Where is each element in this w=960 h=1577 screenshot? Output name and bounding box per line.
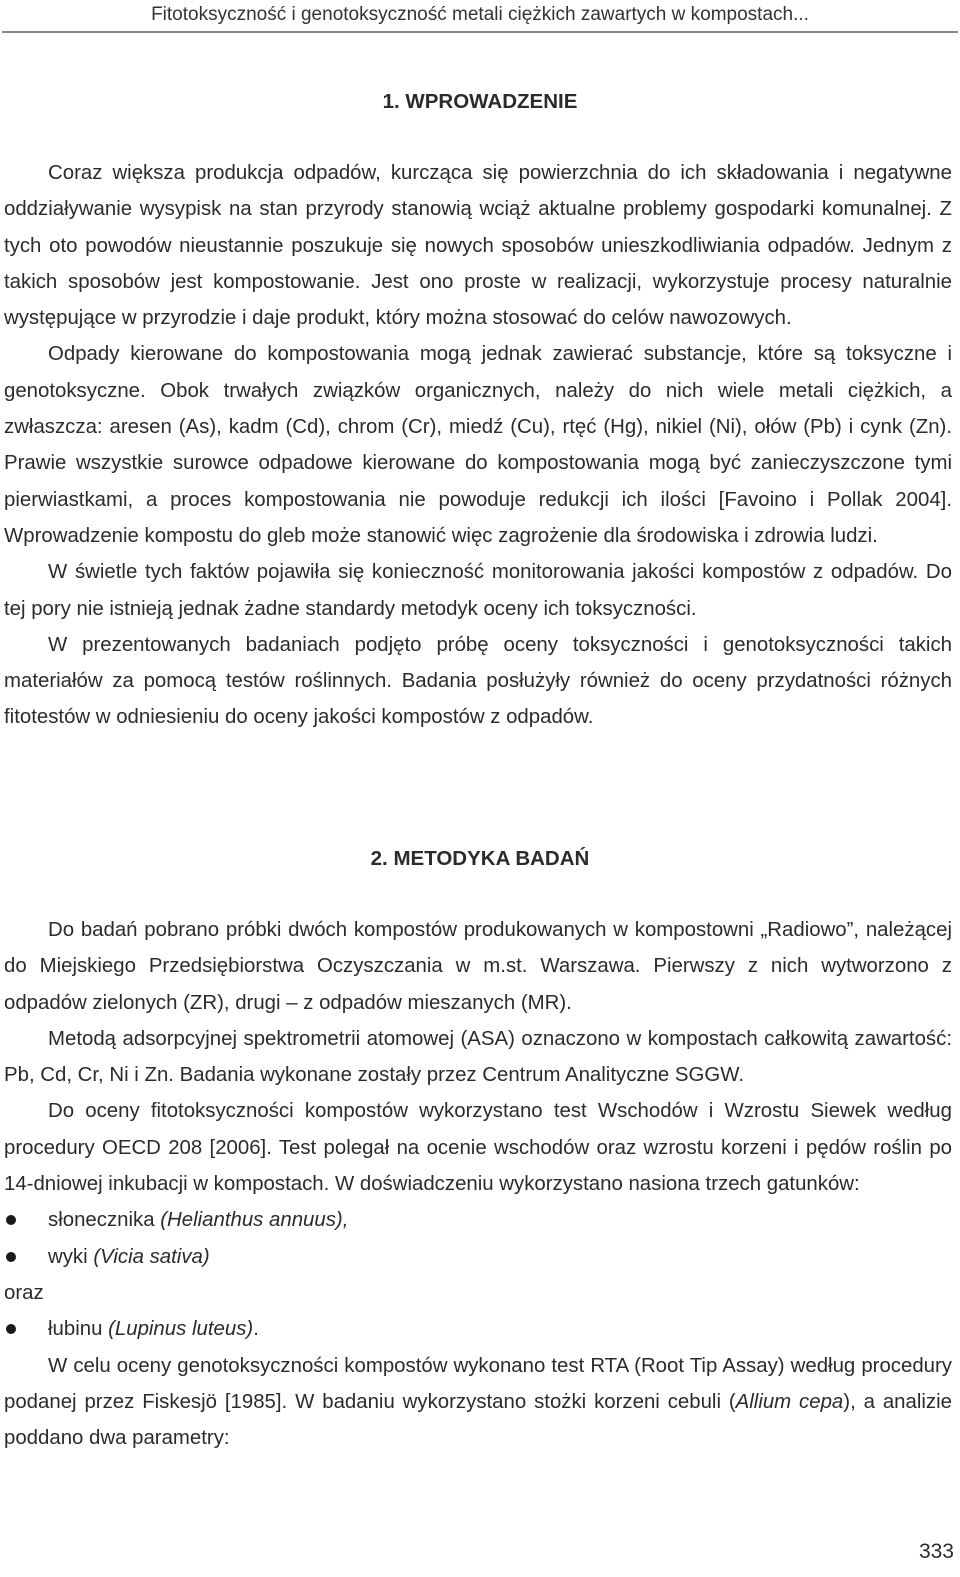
paragraph: Coraz większa produkcja odpadów, kurcząca się powierzchnia do ich składowania i negatywne oddziaływanie wysypisk na stan przyrody stanowią wciąż aktualne problemy gospodarki komunalnej. Z tych oto powodów nieustannie poszukuje się nowych sposobów unieszkodliwiania odpadów. Jednym z takich sposobów jest kompostowanie. Jest ono proste w realizacji, wykorzystuje procesy naturalnie występujące w przyrodzie i daje produkt, który można stosować do celów nawozowych. — [4, 162, 952, 330]
section-1-heading: 1. WPROWADZENIE — [382, 90, 578, 113]
list-connector: oraz — [4, 1281, 44, 1304]
bullet-icon — [6, 1324, 16, 1334]
species-latin: (Helianthus annuus) — [160, 1209, 343, 1232]
rta-text-before: W celu oceny genotoksyczności kompostów wykonano test RTA (Root Tip Assay) według procedury podanej przez Fiskesjö [1985]. W badaniu wykorzystano stożki korzeni cebuli ( — [4, 1354, 952, 1413]
species-name: słonecznika — [48, 1209, 155, 1232]
species-latin: (Lupinus luteus) — [108, 1318, 254, 1341]
list-item — [4, 1239, 952, 1275]
section-1-body — [4, 155, 952, 736]
list-punctuation: . — [253, 1318, 259, 1341]
species-name: łubinu — [48, 1318, 103, 1341]
species-name: wyki — [48, 1245, 88, 1268]
list-punctuation: , — [342, 1209, 349, 1232]
paragraph: W prezentowanych badaniach podjęto próbę oceny toksyczności i genotoksyczności takich materiałów za pomocą testów roślinnych. Badania posłużyły również do oceny przydatności różnych fitotestów w odniesieniu do oceny jakości kompostów z odpadów. — [4, 633, 952, 729]
running-header: Fitotoksyczność i genotoksyczność metali ciężkich zawartych w kompostach... — [151, 4, 809, 25]
paragraph: W świetle tych faktów pojawiła się konieczność monitorowania jakości kompostów z odpadów. Do tej pory nie istnieją jednak żadne standardy metodyk oceny ich toksyczności. — [4, 561, 952, 620]
rta-text-after: ), a analizie poddano dwa parametry: — [4, 1390, 952, 1450]
list-item — [4, 1311, 952, 1347]
list-item — [4, 1202, 952, 1238]
paragraph — [4, 1348, 952, 1457]
paragraph: Odpady kierowane do kompostowania mogą jednak zawierać substancje, które są toksyczne i genotoksyczne. Obok trwałych związków organicznych, należy do nich wiele metali ciężkich, a zwłaszcza: aresen (As), kadm (Cd), chrom (Cr), miedź (Cu), rtęć (Hg), nikiel (Ni), ołów (Pb) i cynk (Zn). Prawie wszystkie surowce odpadowe kierowane do kompostowania mogą być zanieczyszczone tymi pierwiastkami, a proces kompostowania nie powoduje redukcji ich ilości [Favoino i Pollak 2004]. Wprowadzenie kompostu do gleb może stanowić więc zagrożenie dla środowiska i zdrowia ludzi. — [4, 343, 952, 547]
paragraph: Do badań pobrano próbki dwóch kompostów produkowanych w kompostowni „Radiowo”, należącej do Miejskiego Przedsiębiorstwa Oczyszczania w m.st. Warszawa. Pierwszy z nich wytworzono z odpadów zielonych (ZR), drugi – z odpadów mieszanych (MR). — [4, 919, 952, 1014]
bullet-icon — [6, 1215, 16, 1225]
rta-latin-name: Allium cepa — [735, 1390, 844, 1413]
paragraph: Do oceny fitotoksyczności kompostów wykorzystano test Wschodów i Wzrostu Siewek według procedury OECD 208 [2006]. Test polegał na ocenie wschodów oraz wzrostu korzeni i pędów roślin po 14-dniowej inkubacji w kompostach. W doświadczeniu wykorzystano nasiona trzech gatunków: — [4, 1100, 952, 1196]
section-2-heading: 2. METODYKA BADAŃ — [370, 847, 590, 870]
section-2-body — [4, 912, 952, 1456]
paragraph: Metodą adsorpcyjnej spektrometrii atomowej (ASA) oznaczono w kompostach całkowitą zawartość: Pb, Cd, Cr, Ni i Zn. Badania wykonane zostały przez Centrum Analityczne SGGW. — [4, 1027, 952, 1087]
header-divider — [2, 31, 958, 33]
species-latin: (Vicia sativa) — [93, 1245, 210, 1268]
page-number: 333 — [918, 1540, 954, 1563]
bullet-icon — [6, 1252, 16, 1262]
